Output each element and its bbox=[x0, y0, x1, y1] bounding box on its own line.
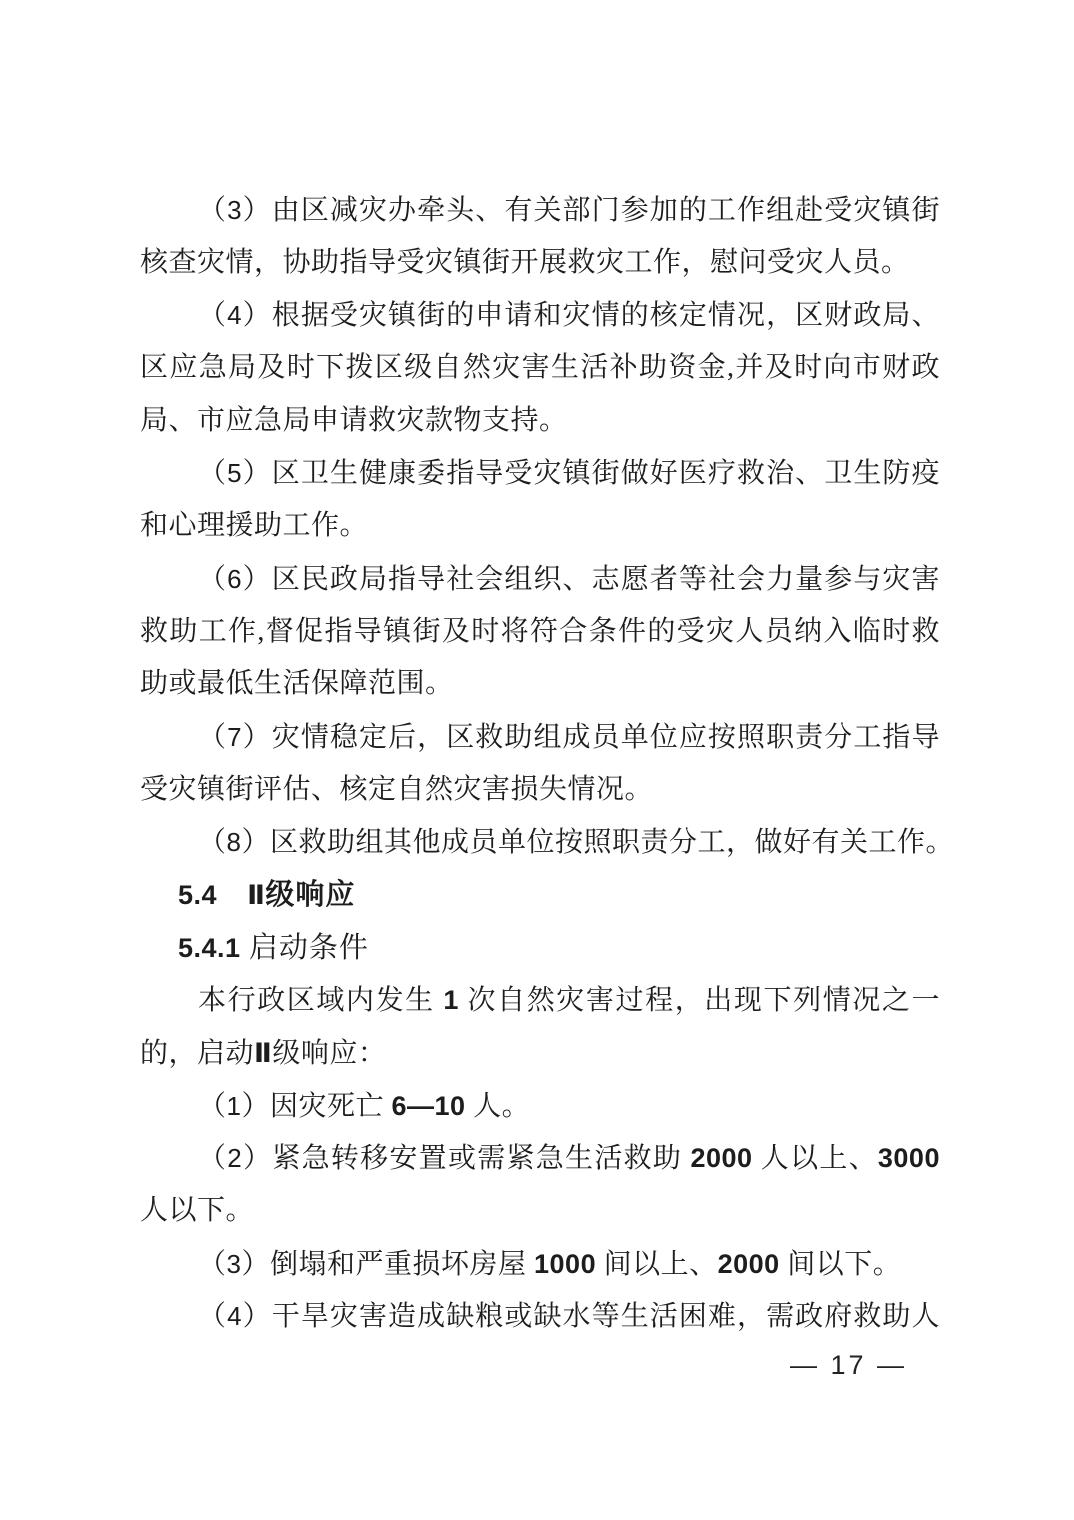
text-line: 5.4.1 启动条件 bbox=[178, 931, 369, 964]
text-line: （8）区救助组其他成员单位按照职责分工，做好有关工作。 bbox=[198, 827, 955, 859]
paragraph bbox=[140, 184, 940, 289]
numeral: 5.4 bbox=[178, 879, 218, 910]
numeral: 5.4.1 bbox=[178, 932, 241, 963]
section-heading bbox=[140, 869, 940, 922]
paragraph bbox=[140, 289, 940, 447]
text-line: 人以下。 bbox=[140, 1195, 255, 1227]
text-line: （7）灾情稳定后，区救助组成员单位应按照职责分工指导 bbox=[198, 721, 940, 753]
list-number: 3 bbox=[226, 1248, 242, 1279]
paragraph bbox=[140, 711, 940, 816]
paragraph bbox=[140, 1132, 940, 1237]
text-line: 受灾镇街评估、核定自然灾害损失情况。 bbox=[140, 773, 654, 805]
numeral: 6—10 bbox=[391, 1090, 466, 1121]
numeral: Ⅱ bbox=[254, 1038, 273, 1068]
document-body bbox=[140, 184, 955, 1343]
paragraph bbox=[140, 1290, 940, 1343]
numeral: Ⅱ bbox=[247, 879, 266, 910]
list-number: 1 bbox=[226, 1090, 242, 1121]
text-line: 区应急局及时下拨区级自然灾害生活补助资金,并及时向市财政 bbox=[140, 352, 940, 384]
text-line: 救助工作,督促指导镇街及时将符合条件的受灾人员纳入临时救 bbox=[140, 615, 940, 647]
text-line: 核查灾情，协助指导受灾镇街开展救灾工作，慰问受灾人员。 bbox=[140, 246, 910, 278]
text-line: 本行政区域内发生 1 次自然灾害过程，出现下列情况之一 bbox=[198, 985, 940, 1017]
text-line: （6）区民政局指导社会组织、志愿者等社会力量参与灾害 bbox=[198, 563, 940, 595]
list-number: 4 bbox=[227, 300, 243, 331]
numeral: 3000 bbox=[877, 1143, 940, 1174]
paragraph bbox=[140, 1080, 940, 1133]
numeral: 2000 bbox=[690, 1143, 753, 1174]
text-line: 的，启动Ⅱ级响应： bbox=[140, 1038, 387, 1069]
text-line: （4）干旱灾害造成缺粮或缺水等生活困难，需政府救助人 bbox=[198, 1301, 940, 1333]
list-number: 4 bbox=[227, 1301, 243, 1332]
paragraph bbox=[140, 974, 940, 1079]
paragraph bbox=[140, 816, 955, 869]
text-line: （1）因灾死亡 6—10 人。 bbox=[198, 1090, 531, 1122]
numeral: 1000 bbox=[534, 1248, 597, 1279]
list-number: 5 bbox=[227, 458, 243, 489]
text-line: （5）区卫生健康委指导受灾镇街做好医疗救治、卫生防疫 bbox=[198, 458, 940, 490]
list-number: 3 bbox=[227, 195, 243, 225]
paragraph bbox=[140, 447, 940, 552]
paragraph bbox=[140, 1238, 940, 1291]
text-line: （3）由区减灾办牵头、有关部门参加的工作组赴受灾镇街 bbox=[198, 195, 940, 226]
text-line: 局、市应急局申请救灾款物支持。 bbox=[140, 404, 568, 436]
text-line: （2）紧急转移安置或需紧急生活救助 2000 人以上、3000 bbox=[198, 1143, 940, 1175]
page-number: — 17 — bbox=[789, 1350, 907, 1380]
paragraph bbox=[140, 553, 940, 711]
text-line: 5.4 Ⅱ级响应 bbox=[178, 878, 356, 911]
list-number: 2 bbox=[227, 1143, 243, 1174]
text-line: （3）倒塌和严重损坏房屋 1000 间以上、2000 间以下。 bbox=[198, 1248, 902, 1280]
section-heading bbox=[140, 922, 940, 975]
list-number: 8 bbox=[226, 827, 242, 858]
list-number: 7 bbox=[227, 721, 243, 752]
list-number: 6 bbox=[227, 563, 243, 594]
numeral: 1 bbox=[443, 985, 459, 1016]
text-line: 助或最低生活保障范围。 bbox=[140, 668, 454, 700]
text-line: （4）根据受灾镇街的申请和灾情的核定情况，区财政局、 bbox=[198, 300, 940, 332]
numeral: 2000 bbox=[717, 1248, 780, 1279]
text-line: 和心理援助工作。 bbox=[140, 510, 369, 542]
